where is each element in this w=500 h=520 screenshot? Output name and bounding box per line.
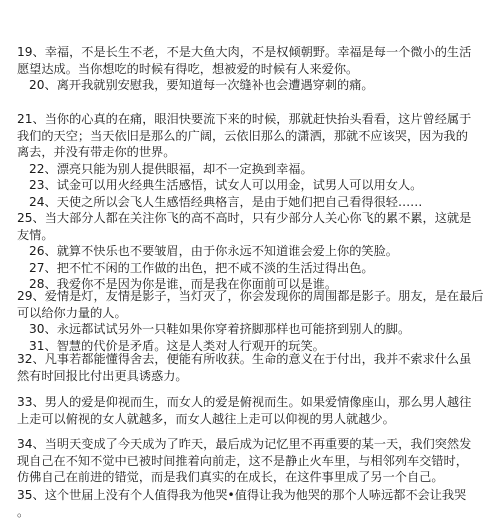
text-line: 仿佛自己在前进的错觉，而是我们真实的在成长，在这件事里成了另一个自己。 <box>17 469 487 486</box>
paragraph-21-24 <box>17 111 487 210</box>
paragraph-29-31 <box>17 288 487 354</box>
text-line: 我们的天空；当天依旧是那么的广阔，云依旧那么的潇洒，那就不应该哭，因为我的 <box>17 128 487 145</box>
text-line: 现自己在不知不觉中已被时间推着向前走，这不是静止火车里，与相邻列车交错时， <box>17 453 487 470</box>
text-line: 27、把不忙不闲的工作做的出色，把不咸不淡的生活过得出色。 <box>17 260 487 277</box>
text-line: 离去，并没有带走你的世界。 <box>17 144 487 161</box>
text-line: 26、就算不快乐也不要皱眉，由于你永远不知道谁会爱上你的笑脸。 <box>17 243 487 260</box>
paragraph-34 <box>17 436 487 486</box>
text-line: 31、智慧的代价是矛盾。这是人类对人行观开的玩笑。 <box>17 338 487 355</box>
text-line: 21、当你的心真的在痛，眼泪快要流下来的时候，那就赶快抬头看看，这片曾经属于 <box>17 111 487 128</box>
text-line: 愿望达成。当你想吃的时候有得吃，想被爱的时候有人来爱你。 <box>17 61 487 78</box>
text-line: 25、当大部分人都在关注你飞的高不高时，只有少部分人关心你飞的累不累，这就是 <box>17 210 487 227</box>
text-line: 20、离开我就别安慰我，要知道每一次缝补也会遭遇穿刺的痛。 <box>17 77 487 94</box>
text-line: 19、幸福，不是长生不老，不是大鱼大肉，不是权倾朝野。幸福是每一个微小的生活 <box>17 44 487 61</box>
paragraph-35 <box>17 487 487 520</box>
paragraph-32 <box>17 351 487 384</box>
text-line: 22、漂亮只能为别人提供眼福，却不一定换到幸福。 <box>17 161 487 178</box>
text-line: 35、这个世届上没有个人值得我为他哭•值得让我为他哭的那个人哧远都不会让我哭 <box>17 487 487 504</box>
paragraph-33 <box>17 394 487 427</box>
text-line: 34、当明天变成了今天成为了昨天，最后成为记忆里不再重要的某一天，我们突然发 <box>17 436 487 453</box>
text-line: 友情。 <box>17 227 487 244</box>
text-line: 28、我爱你不是因为你是谁，而是我在你面前可以是谁。 <box>17 276 487 293</box>
text-line: 。 <box>17 504 487 520</box>
text-line: 30、永远都试试另外一只鞋如果你穿着挤脚那样也可能挤到别人的脚。 <box>17 321 487 338</box>
paragraph-19-20 <box>17 44 487 94</box>
text-line: 上走可以俯视的女人就越多，而女人越往上走可以仰视的男人就越少。 <box>17 411 487 428</box>
text-line: 24、天使之所以会飞人生感悟经典格言，是由于她们把自己看得很轻…… <box>17 194 487 211</box>
text-line: 29、爱情是灯，友情是影子，当灯灭了，你会发现你的周围都是影子。朋友，是在最后 <box>17 288 487 305</box>
paragraph-25-28 <box>17 210 487 293</box>
text-line: 32、凡事若都能懂得舍去，便能有所收获。生命的意义在于付出，我并不索求什么虽 <box>17 351 487 368</box>
text-line: 33、男人的爱是仰视而生，而女人的爱是俯视而生。如果爱情像座山，那么男人越往 <box>17 394 487 411</box>
text-line: 可以给你力量的人。 <box>17 305 487 322</box>
text-line: 23、试金可以用火经典生活感悟，试女人可以用金，试男人可以用女人。 <box>17 177 487 194</box>
text-line: 然有时回报比付出更具诱惑力。 <box>17 368 487 385</box>
